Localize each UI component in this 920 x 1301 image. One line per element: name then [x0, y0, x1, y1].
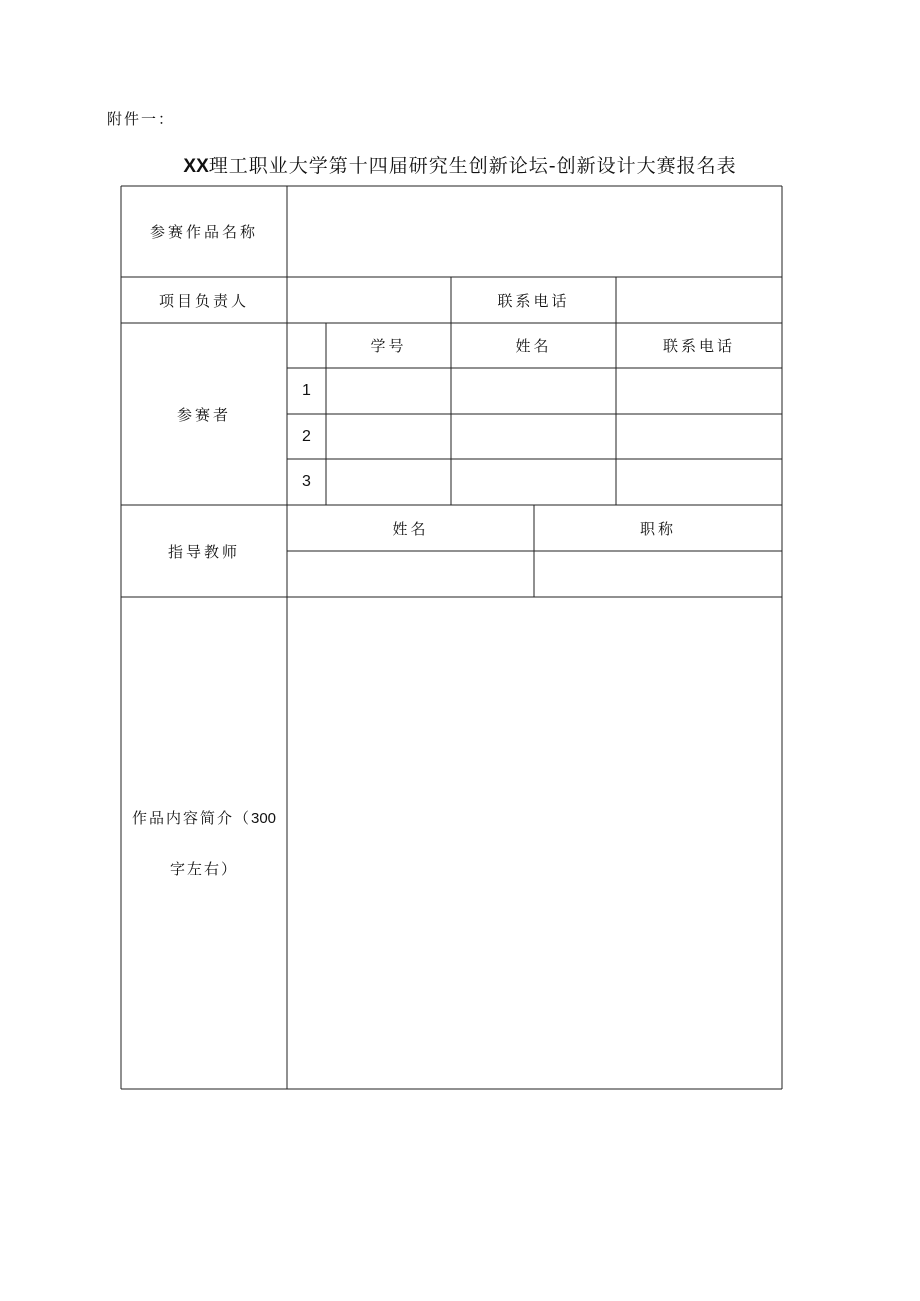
leader-phone-field[interactable]	[616, 277, 782, 323]
intro-label-prefix: 作品内容简介（	[131, 808, 251, 827]
intro-label-text	[132, 793, 276, 894]
attachment-label: 附件一：	[107, 110, 176, 128]
participant-row-index: 1	[302, 382, 311, 399]
participant-phone-field[interactable]	[616, 459, 782, 505]
advisor-title-field[interactable]	[534, 551, 782, 597]
intro-label-number: 300	[250, 809, 277, 827]
advisor-name-field[interactable]	[287, 551, 534, 597]
title-prefix: XX	[183, 156, 209, 177]
participant-phone-field[interactable]	[616, 414, 782, 459]
participant-column-name: 姓名	[515, 337, 552, 355]
participant-row-index: 3	[302, 473, 311, 490]
participant-row-index: 2	[302, 427, 311, 445]
leader-label: 项目负责人	[158, 291, 249, 310]
participant-column-student-id: 学号	[370, 337, 407, 355]
participant-name-field[interactable]	[451, 368, 616, 414]
intro-label-suffix: 字左右）	[169, 859, 238, 878]
advisor-label: 指导教师	[167, 542, 240, 561]
leader-field[interactable]	[287, 277, 451, 323]
work-name-field[interactable]	[287, 186, 782, 277]
participant-column-phone: 联系电话	[662, 337, 735, 355]
participant-phone-field[interactable]	[616, 368, 782, 414]
participant-student-id-field[interactable]	[326, 459, 451, 505]
intro-field[interactable]	[287, 597, 782, 1089]
participant-name-field[interactable]	[451, 459, 616, 505]
participants-label: 参赛者	[176, 405, 231, 424]
intro-label	[121, 597, 287, 1089]
participant-student-id-field[interactable]	[326, 368, 451, 414]
title-text: 理工职业大学第十四届研究生创新论坛-创新设计大赛报名表	[208, 155, 737, 177]
advisor-column-title: 职称	[639, 519, 676, 538]
work-name-label: 参赛作品名称	[149, 223, 258, 241]
participant-name-field[interactable]	[451, 414, 616, 459]
leader-phone-label: 联系电话	[497, 291, 570, 310]
participant-student-id-field[interactable]	[326, 414, 451, 459]
advisor-column-name: 姓名	[392, 519, 429, 538]
